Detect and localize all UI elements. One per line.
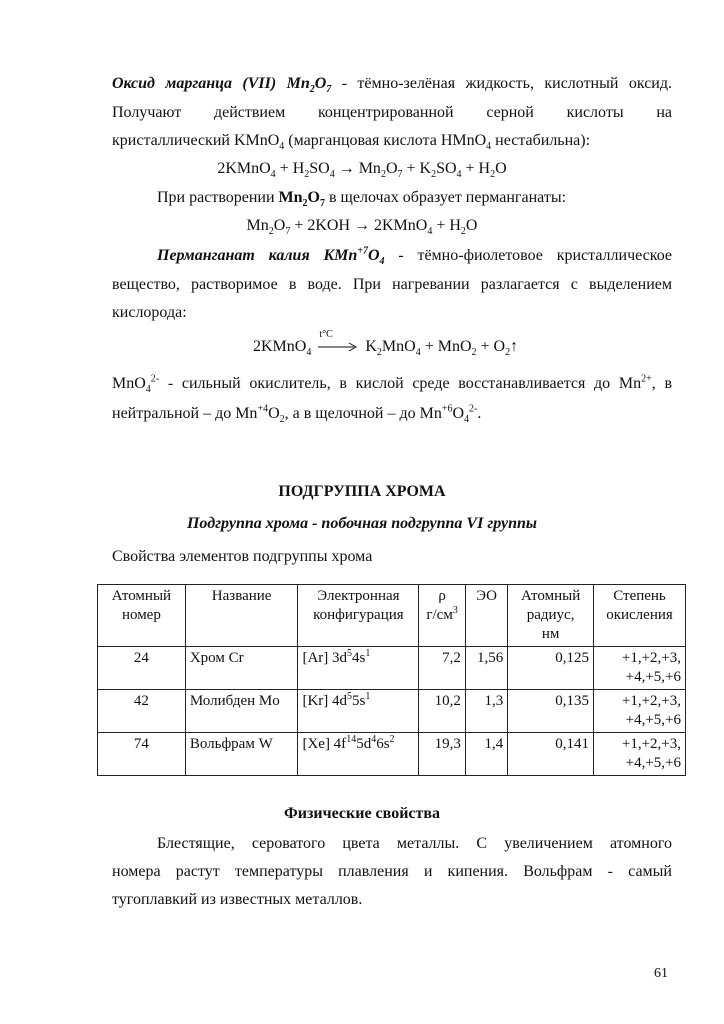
- permanganate-paragraph-line-2: вещество, растворимое в воде. При нагревании разлагается с выделением: [112, 276, 672, 293]
- header-oxidation: Степень окисления: [593, 585, 685, 647]
- header-name: Название: [185, 585, 298, 647]
- cell-atomic-number: 24: [98, 647, 186, 690]
- cell-radius: 0,135: [508, 690, 594, 733]
- cell-eo: 1,4: [465, 733, 507, 776]
- cell-eo: 1,3: [465, 690, 507, 733]
- mn2o7-paragraph-line-1: Оксид марганца (VII) $Mn_2O_7$ - тёмно-зелёная жидкость, кислотный оксид.: [112, 75, 673, 96]
- header-eo: ЭО: [465, 585, 507, 647]
- cell-oxidation: +1,+2,+3, +4,+5,+6: [593, 690, 685, 733]
- physical-paragraph-line-2: номера растут температуры плавления и кипения. Вольфрам - самый: [112, 863, 672, 880]
- mno4-paragraph-line-2: нейтральной – до $Mn^{+4}O_2$, а в щелочной – до $Mn^{+6}O_4^{2-}$.: [112, 403, 482, 426]
- cell-oxidation: +1,+2,+3, +4,+5,+6: [593, 647, 685, 690]
- header-config: Электронная конфигурация: [298, 585, 419, 647]
- equation-mn2o7-koh: $Mn_2O_7 + 2KOH$ → 2KMnO$_4$ + $H_2O$: [246, 217, 478, 238]
- physical-properties-heading: Физические свойства: [283, 805, 441, 822]
- chromium-group-properties-table: [97, 584, 686, 776]
- table-row: [98, 647, 686, 690]
- physical-paragraph-line-3: тугоплавкий из известных металлов.: [112, 891, 363, 908]
- page-number: 61: [654, 966, 668, 981]
- header-atomic-number: Атомный номер: [98, 585, 186, 647]
- cell-density: 7,2: [419, 647, 466, 690]
- permanganate-term: Перманганат калия $KMn^{+7}O_4$: [157, 245, 385, 268]
- cell-config: [Ar] $3d^54s^1$: [298, 647, 419, 690]
- cell-density: 19,3: [419, 733, 466, 776]
- cell-name: Молибден Mo: [185, 690, 298, 733]
- permanganate-paragraph-line-1: Перманганат калия $KMn^{+7}O_4$ - тёмно-фиолетовое кристаллическое: [157, 245, 672, 268]
- mn2o7-paragraph-line-2: Получают действием концентрированной серной кислоты на: [112, 104, 672, 121]
- cell-eo: 1,56: [465, 647, 507, 690]
- mno4-paragraph-line-1: MnO$_4^{2-}$ - сильный окислитель, в кислой среде восстанавливается до $Mn^{2+}$, в: [112, 373, 672, 396]
- cell-name: Вольфрам W: [185, 733, 298, 776]
- cell-atomic-number: 74: [98, 733, 186, 776]
- cell-radius: 0,125: [508, 647, 594, 690]
- section-heading: ПОДГРУППА ХРОМА: [278, 483, 446, 500]
- cell-radius: 0,141: [508, 733, 594, 776]
- mn2o7-paragraph-line-3: кристаллический KMnO$_4$ (марганцовая кислота HMnO$_4$ нестабильна):: [112, 132, 591, 153]
- heating-arrow: t°C: [315, 337, 361, 357]
- cell-atomic-number: 42: [98, 690, 186, 733]
- cell-config: [Xe] $4f^{14}5d^46s^2$: [298, 733, 419, 776]
- header-density: ρ $г/см^3$: [419, 585, 466, 647]
- cell-config: [Kr] $4d^55s^1$: [298, 690, 419, 733]
- table-row: [98, 733, 686, 776]
- table-header-row: [98, 585, 686, 647]
- table-caption: Свойства элементов подгруппы хрома: [112, 548, 373, 565]
- mn2o7-term: Оксид марганца (VII) $Mn_2O_7$: [112, 75, 332, 96]
- dissolution-paragraph: При растворении $Mn_2O_7$ в щелочах образует перманганаты:: [157, 189, 567, 210]
- equation-kmno4-decomposition: 2KMnO$_4$ t°C $K_2MnO_4 + MnO_2$ + $O_2↑$: [253, 329, 519, 359]
- cell-name: Хром Cr: [185, 647, 298, 690]
- header-radius: Атомный радиус, нм: [508, 585, 594, 647]
- equation-kmno4-h2so4: 2KMnO$_4$ + $H_2SO_4 \to Mn_2O_7 + K_2SO_4 + H_2O$: [217, 160, 507, 181]
- permanganate-paragraph-line-3: кислорода:: [112, 304, 187, 321]
- table-row: [98, 690, 686, 733]
- section-subheading: Подгруппа хрома - побочная подгруппа VI группы: [186, 515, 538, 532]
- cell-density: 10,2: [419, 690, 466, 733]
- physical-paragraph-line-1: Блестящие, сероватого цвета металлы. С увеличением атомного: [157, 835, 672, 852]
- cell-oxidation: +1,+2,+3, +4,+5,+6: [593, 733, 685, 776]
